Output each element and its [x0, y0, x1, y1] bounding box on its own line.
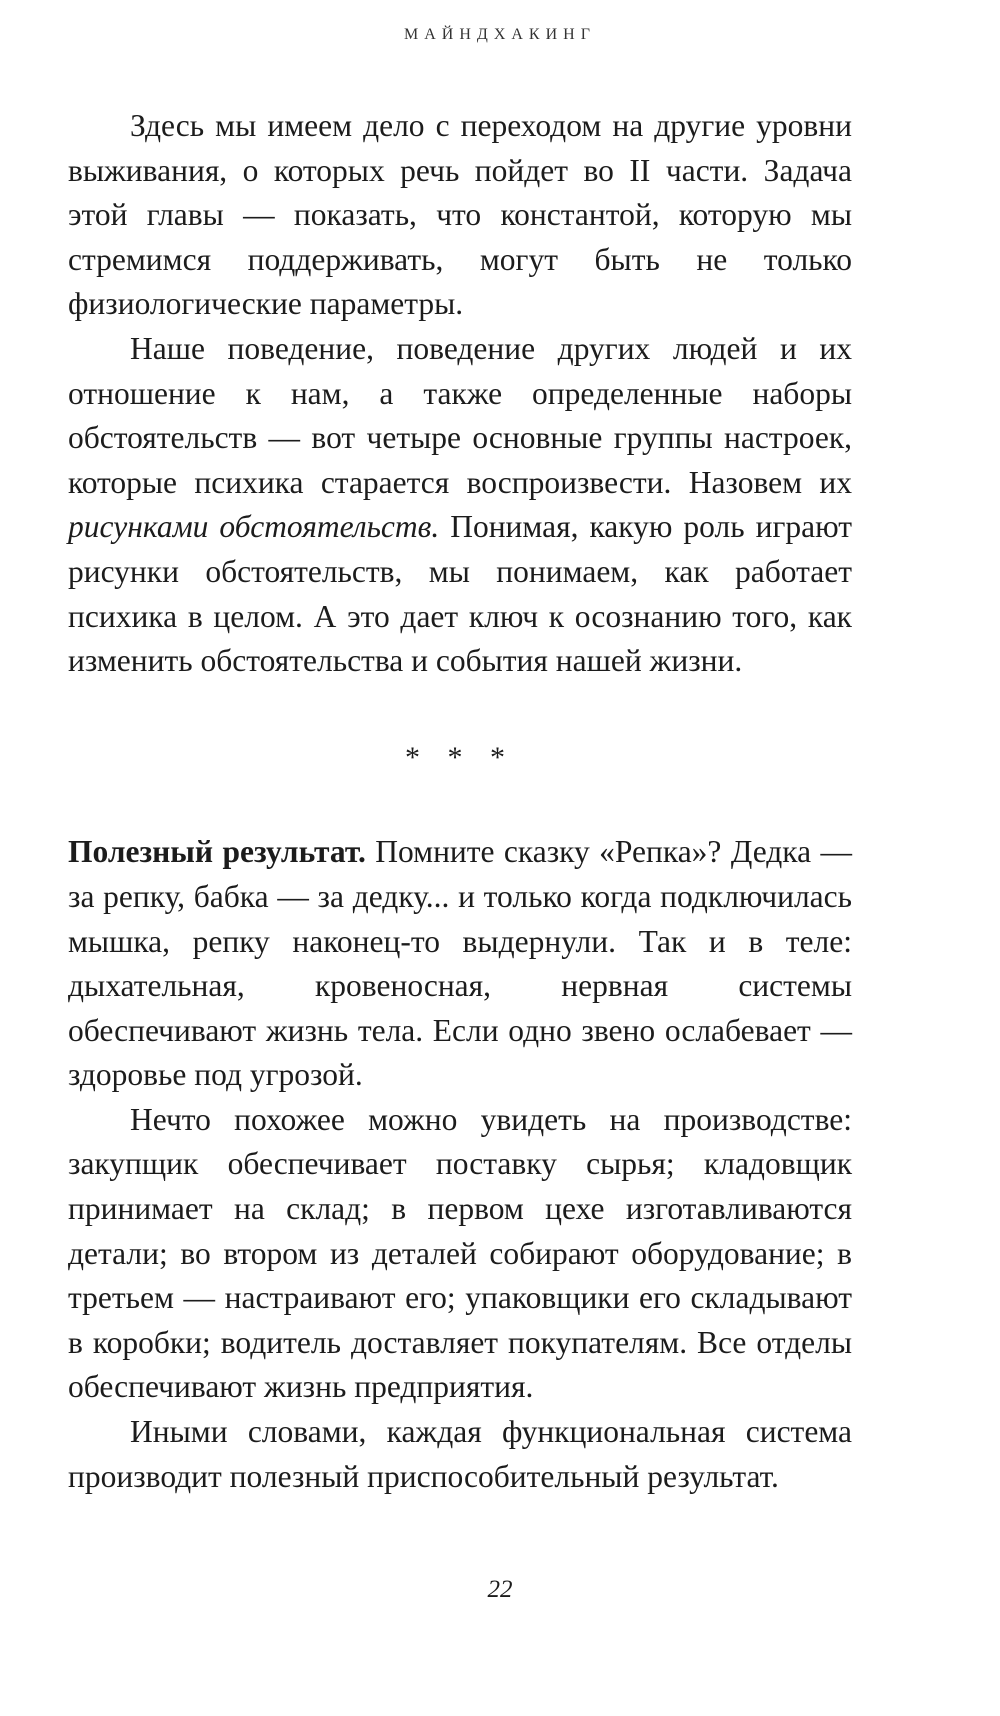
paragraph: Нечто похожее можно увидеть на производстве: закупщик обеспечивает поставку сырья; кладовщик принимает на склад; в первом цехе изготавливаются детали; во втором из деталей собирают оборудование; в третьем — настраивают его; упаковщики его складывают в коробки; водитель доставляет покупателям. Все отделы обеспечивают жизнь предприятия.	[68, 1101, 852, 1405]
run-in-heading: Полезный результат.	[68, 834, 366, 870]
paragraph: Здесь мы имеем дело с переходом на другие уровни выживания, о которых речь пойдет во II части. Задача этой главы — показать, что константой, которую мы стремимся поддерживать, могут быть не только физиологические параметры.	[68, 108, 852, 322]
italic-term: рисунками обстоятельств.	[68, 509, 440, 545]
body-text	[68, 104, 852, 1499]
paragraph	[68, 830, 852, 1098]
section-divider: * * *	[405, 740, 515, 774]
paragraph	[68, 327, 852, 684]
paragraph-text: Наше поведение, поведение других людей и их отношение к нам, а также определенные наборы обстоятельств — вот четыре основные группы настроек, которые психика старается воспроизвести. Назовем их	[68, 330, 852, 500]
paragraph-text: Помните сказку «Репка»? Дедка — за репку, бабка — за дедку... и только когда подключилась мышка, репку наконец-то выдернули. Так и в теле: дыхательная, кровеносная, нервная системы обеспечивают жизнь тела. Если одно звено ослабевает — здоровье под угрозой.	[68, 834, 852, 1093]
paragraph: Иными словами, каждая функциональная система производит полезный приспособительный результат.	[68, 1414, 852, 1494]
running-title: МАЙНДХАКИНГ	[404, 26, 596, 43]
page-number: 22	[487, 1576, 513, 1603]
paragraph-text: Понимая, какую роль играют рисунки обстоятельств, мы понимаем, как работает психика в целом. А это дает ключ к осознанию того, как изменить обстоятельства и события нашей жизни.	[68, 509, 852, 679]
